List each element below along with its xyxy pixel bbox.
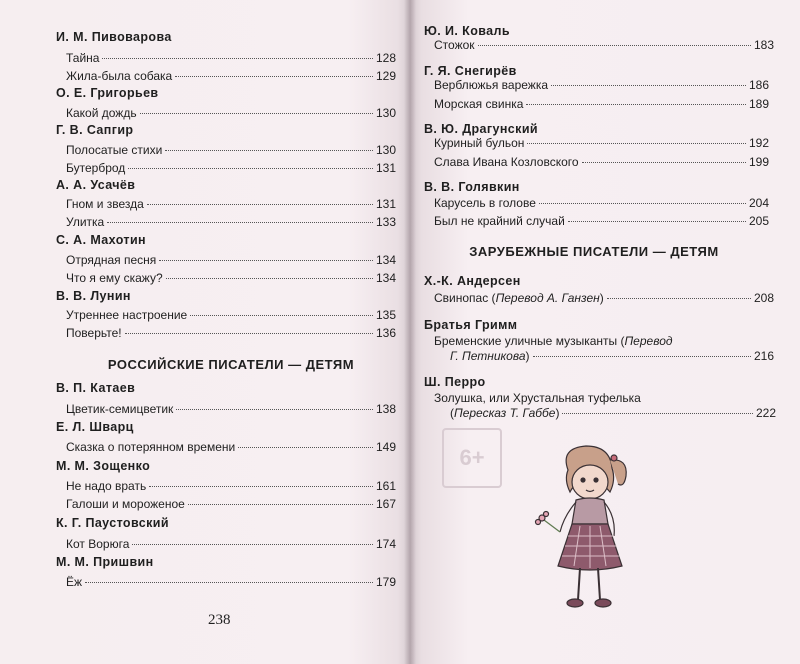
author-heading: Г. В. Сапгир: [56, 123, 134, 137]
toc-entry: Утреннее настроение 135: [66, 308, 396, 322]
toc-entry-line: Бременские уличные музыканты (Перевод: [434, 334, 673, 348]
toc-entry: Морская свинка 189: [434, 97, 769, 111]
author-heading: М. М. Пришвин: [56, 555, 154, 569]
author-heading: Г. Я. Снегирёв: [424, 64, 517, 78]
toc-entry: (Пересказ Т. Габбе) 222: [450, 406, 776, 420]
toc-entry: Поверьте! 136: [66, 326, 396, 340]
author-heading: В. В. Голявкин: [424, 180, 520, 194]
toc-entry: Галоши и мороженое 167: [66, 497, 396, 511]
toc-entry: Цветик-семицветик 138: [66, 402, 396, 416]
toc-entry: Г. Петникова) 216: [450, 349, 774, 363]
author-heading: Х.-К. Андерсен: [424, 274, 521, 288]
toc-entry: Был не крайний случай 205: [434, 214, 769, 228]
author-heading: В. Ю. Драгунский: [424, 122, 538, 136]
toc-entry: Свинопас (Перевод А. Ганзен) 208: [434, 291, 774, 305]
author-heading: С. А. Махотин: [56, 233, 146, 247]
toc-entry: Куриный бульон 192: [434, 136, 769, 150]
author-heading: Е. Л. Шварц: [56, 420, 134, 434]
toc-entry: Что я ему скажу? 134: [66, 271, 396, 285]
toc-entry: Бутерброд 131: [66, 161, 396, 175]
toc-entry: Улитка 133: [66, 215, 396, 229]
toc-entry: Ёж 179: [66, 575, 396, 589]
author-heading: В. В. Лунин: [56, 289, 131, 303]
toc-entry: Жила-была собака 129: [66, 69, 396, 83]
age-rating-mark: 6+: [442, 428, 502, 488]
toc-entry: Слава Ивана Козловского 199: [434, 155, 769, 169]
book-gutter: [404, 0, 416, 664]
toc-entry: Тайна 128: [66, 51, 396, 65]
author-heading: А. А. Усачёв: [56, 178, 136, 192]
author-heading: Братья Гримм: [424, 318, 518, 332]
right-page: [410, 0, 800, 664]
toc-entry: Карусель в голове 204: [434, 196, 769, 210]
author-heading: Ю. И. Коваль: [424, 24, 510, 38]
section-title: РОССИЙСКИЕ ПИСАТЕЛИ — ДЕТЯМ: [107, 357, 355, 372]
girl-illustration: [530, 440, 650, 620]
author-heading: К. Г. Паустовский: [56, 516, 169, 530]
author-heading: М. М. Зощенко: [56, 459, 151, 473]
page-number: 238: [208, 612, 231, 628]
author-heading: И. М. Пивоварова: [56, 30, 172, 44]
toc-entry: Не надо врать 161: [66, 479, 396, 493]
toc-entry: Кот Ворюга 174: [66, 537, 396, 551]
toc-entry: Какой дождь 130: [66, 106, 396, 120]
section-title: ЗАРУБЕЖНЫЕ ПИСАТЕЛИ — ДЕТЯМ: [469, 244, 719, 259]
toc-entry: Сказка о потерянном времени 149: [66, 440, 396, 454]
toc-entry-line: Золушка, или Хрустальная туфелька: [434, 391, 641, 405]
toc-entry: Верблюжья варежка 186: [434, 78, 769, 92]
toc-entry: Полосатые стихи 130: [66, 143, 396, 157]
author-heading: В. П. Катаев: [56, 381, 136, 395]
toc-entry: Отрядная песня 134: [66, 253, 396, 267]
author-heading: Ш. Перро: [424, 375, 486, 389]
toc-entry: Гном и звезда 131: [66, 197, 396, 211]
author-heading: О. Е. Григорьев: [56, 86, 159, 100]
toc-entry: Стожок 183: [434, 38, 774, 52]
